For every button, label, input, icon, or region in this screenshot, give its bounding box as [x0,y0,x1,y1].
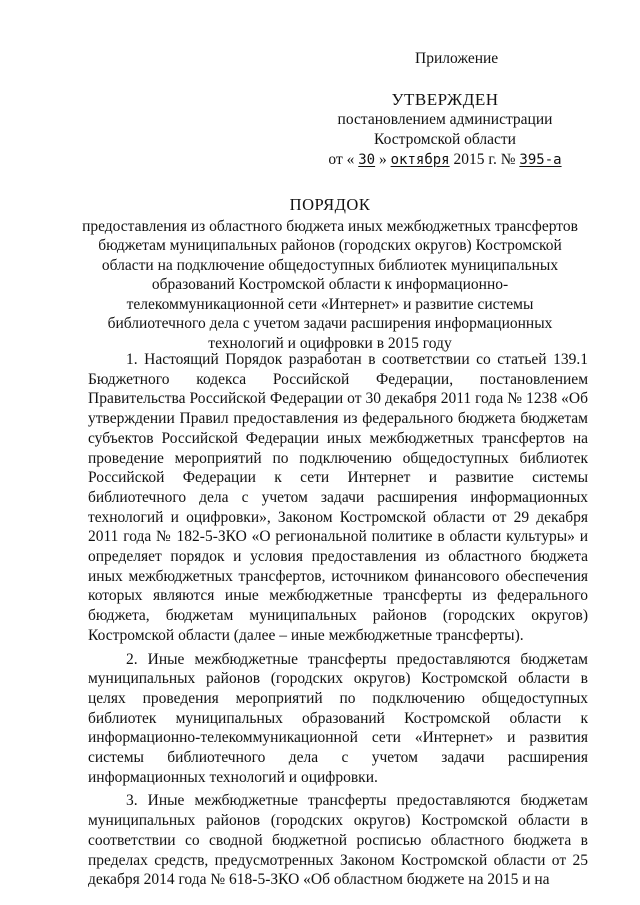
date-prefix: от « [328,151,355,168]
approval-date-line [300,150,590,170]
document-number: 395-а [519,152,562,168]
paragraph-1: 1. Настоящий Порядок разработан в соответствии со статьей 139.1 Бюджетного кодекса Российской Федерации, постановлением Правительства Российской Федерации от 30 декабря 2011 года № 1238 «Об утверждении Правил предоставления из федерального бюджета бюджетам субъектов Российской Федерации иных межбюджетных трансфертов на проведение мероприятий по подключению общедоступных библиотек Российской Федерации к сети Интернет и развитие системы библиотечного дела с учетом задачи расширения информационных технологий и оцифровки», Законом Костромской области от 29 декабря 2011 года № 182-5-ЗКО «О региональной политике в области культуры» и определяет порядок и условия предоставления из областного бюджета иных межбюджетных трансфертов, источником финансового обеспечения которых являются иные межбюджетные трансферты из федерального бюджета, бюджетам муниципальных районов (городских округов) Костромской области (далее – иные межбюджетные трансферты). [88,351,588,644]
approval-by-line: постановлением администрации [337,111,553,128]
appendix-label: Приложение [415,50,499,67]
title-line: библиотечного дела с учетом задачи расширения информационных [107,315,553,332]
document-title: ПОРЯДОК [289,195,371,214]
title-line: технологий и оцифровки в 2015 году [208,334,452,352]
title-line: телекоммуникационной сети «Интернет» и развитие системы [126,295,534,313]
approval-region-line: Костромской области [374,131,516,148]
approved-heading: УТВЕРЖДЕН [391,90,499,109]
date-year: 2015 г. № [453,151,516,168]
document-title-block [70,195,590,353]
title-line: образований Костромской области к информационно- [151,276,509,293]
title-line: бюджетам муниципальных районов (городских округов) Костромской [98,237,562,254]
date-day: 30 [358,152,376,168]
title-line: предоставления из областного бюджета иных межбюджетных трансфертов [82,217,578,235]
paragraph-2: 2. Иные межбюджетные трансферты предоставляются бюджетам муниципальных районов (городских округов) Костромской области в целях проведения мероприятий по подключению общедоступных библиотек муниципальных образований Костромской области к информационно-телекоммуникационной сети «Интернет» и развития системы библиотечного дела с учетом задачи расширения информационных технологий и оцифровки. [88,650,588,786]
document-body [88,350,588,894]
date-month: октября [390,152,450,168]
approval-block [300,48,590,170]
title-line: области на подключение общедоступных библиотек муниципальных [101,256,559,274]
paragraph-3: 3. Иные межбюджетные трансферты предоставляются бюджетам муниципальных районов (городских округов) Костромской области в соответствии со сводной бюджетной росписью областного бюджета в пределах средств, предусмотренных Законом Костромской области от 25 декабря 2014 года № 618-5-ЗКО «Об областном бюджете на 2015 и на [88,792,588,889]
date-day-close: » [378,151,387,168]
